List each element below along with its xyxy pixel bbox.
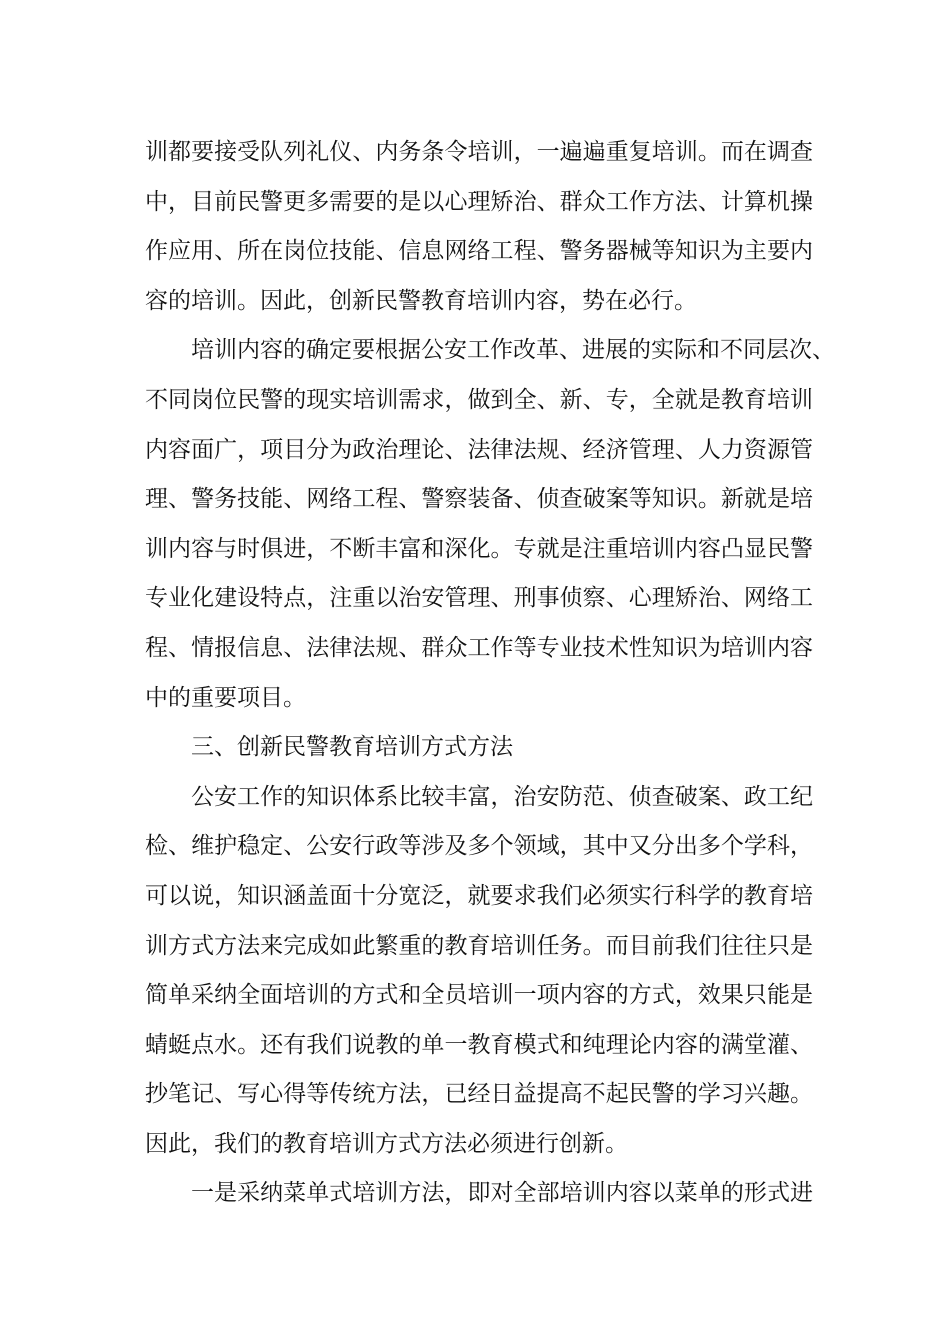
document-body — [145, 128, 835, 1219]
paragraph-line: 作应用、所在岗位技能、信息网络工程、警务器械等知识为主要内 — [145, 238, 813, 265]
paragraph-line: 理、警务技能、网络工程、警察装备、侦查破案等知识。新就是培 — [145, 486, 813, 513]
paragraph-line: 容的培训。因此，创新民警教育培训内容，势在必行。 — [145, 287, 697, 314]
paragraph-line: 公安工作的知识体系比较丰富，治安防范、侦查破案、政工纪 — [191, 783, 813, 810]
section-heading: 三、创新民警教育培训方式方法 — [191, 734, 513, 761]
paragraph-line: 训内容与时俱进，不断丰富和深化。专就是注重培训内容凸显民警 — [145, 535, 813, 562]
paragraph-line: 简单采纳全面培训的方式和全员培训一项内容的方式，效果只能是 — [145, 982, 813, 1009]
paragraph-line: 内容面广，项目分为政治理论、法律法规、经济管理、人力资源管 — [145, 436, 813, 463]
paragraph-line: 蜻蜓点水。还有我们说教的单一教育模式和纯理论内容的满堂灌、 — [145, 1031, 813, 1058]
paragraph-line: 培训内容的确定要根据公安工作改革、进展的实际和不同层次、 — [191, 337, 835, 364]
paragraph-line: 一是采纳菜单式培训方法，即对全部培训内容以菜单的形式进 — [191, 1180, 813, 1207]
paragraph-line: 检、维护稳定、公安行政等涉及多个领域，其中又分出多个学科， — [145, 833, 813, 860]
paragraph-line: 中的重要项目。 — [145, 684, 306, 711]
paragraph-line: 程、情报信息、法律法规、群众工作等专业技术性知识为培训内容 — [145, 634, 813, 661]
paragraph-line: 可以说，知识涵盖面十分宽泛，就要求我们必须实行科学的教育培 — [145, 882, 813, 909]
paragraph-line: 不同岗位民警的现实培训需求，做到全、新、专，全就是教育培训 — [145, 386, 813, 413]
paragraph-line: 抄笔记、写心得等传统方法，已经日益提高不起民警的学习兴趣。 — [145, 1081, 813, 1108]
paragraph-line: 专业化建设特点，注重以治安管理、刑事侦察、心理矫治、网络工 — [145, 585, 813, 612]
paragraph-line: 中，目前民警更多需要的是以心理矫治、群众工作方法、计算机操 — [145, 188, 813, 215]
paragraph-line: 训都要接受队列礼仪、内务条令培训，一遍遍重复培训。而在调查 — [145, 139, 813, 165]
paragraph-line: 因此，我们的教育培训方式方法必须进行创新。 — [145, 1130, 628, 1157]
paragraph-line: 训方式方法来完成如此繁重的教育培训任务。而目前我们往往只是 — [145, 932, 813, 959]
